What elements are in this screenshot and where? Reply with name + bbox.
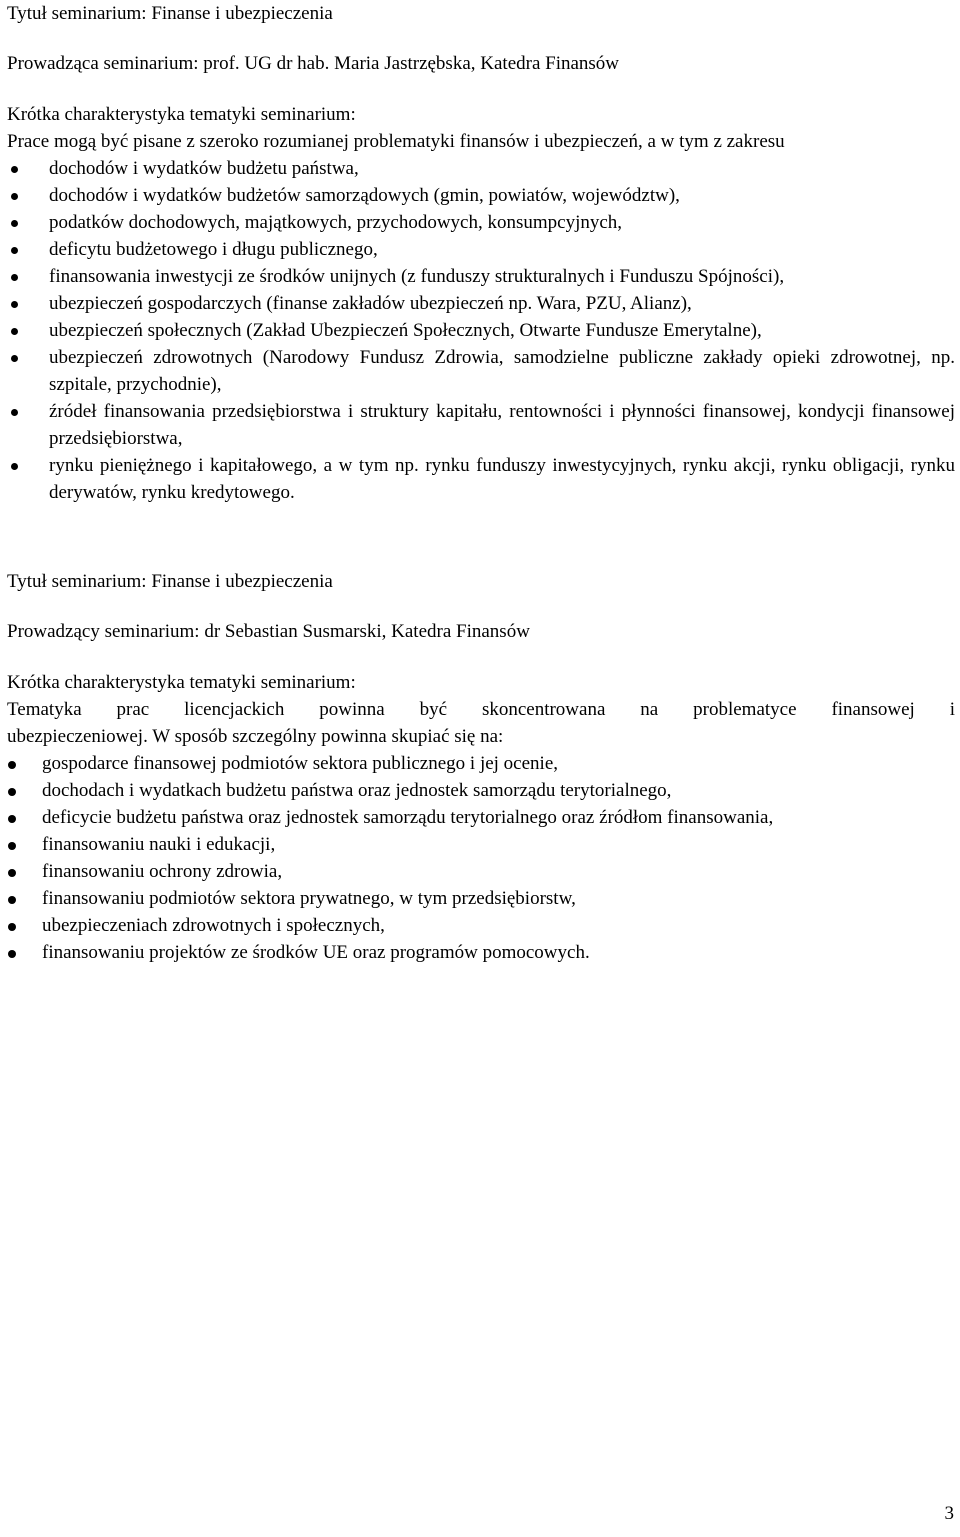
- list-item: [7, 831, 955, 858]
- list-item-text: deficytu budżetowego i długu publicznego,: [49, 239, 378, 260]
- list-item: [7, 155, 955, 182]
- list-item: [7, 804, 955, 831]
- list-item: [7, 939, 955, 966]
- list-item-text: dochodów i wydatków budżetu państwa,: [49, 158, 359, 179]
- list-item-text: ubezpieczeń społecznych (Zakład Ubezpieczeń Społecznych, Otwarte Fundusze Emerytalne),: [49, 320, 762, 341]
- list-item: [7, 398, 955, 452]
- seminar-title: Tytuł seminarium: Finanse i ubezpieczenia: [7, 3, 333, 24]
- list-item-text: gospodarce finansowej podmiotów sektora publicznego i jej ocenie,: [42, 753, 559, 774]
- seminar-intro-line-2: ubezpieczeniowej. W sposób szczególny powinna skupiać się na:: [7, 726, 504, 747]
- list-item: [7, 452, 955, 506]
- seminar-section-2: [7, 568, 955, 966]
- list-item-text: deficycie budżetu państwa oraz jednostek samorządu terytorialnego oraz źródłom finansowania,: [42, 807, 774, 828]
- list-item: [7, 317, 955, 344]
- list-item-text: ubezpieczeń zdrowotnych (Narodowy Fundusz Zdrowia, samodzielne publiczne zakłady opieki zdrowotnej, np. szpitale, przychodnie),: [49, 347, 955, 395]
- list-item: [7, 263, 955, 290]
- list-item: [7, 290, 955, 317]
- list-item-text: rynku pieniężnego i kapitałowego, a w tym np. rynku funduszy inwestycyjnych, rynku akcji, rynku obligacji, rynku derywatów, rynku kredytowego.: [49, 455, 955, 503]
- seminar-intro: Prace mogą być pisane z szeroko rozumianej problematyki finansów i ubezpieczeń, a w tym z zakresu: [7, 131, 785, 152]
- list-item: [7, 858, 955, 885]
- list-item: [7, 209, 955, 236]
- topic-list: [7, 750, 955, 966]
- seminar-intro-line-1: Tematyka prac licencjackich powinna być skoncentrowana na problematyce finansowej i: [7, 699, 955, 720]
- list-item: [7, 344, 955, 398]
- list-item-text: finansowania inwestycji ze środków unijnych (z funduszy strukturalnych i Funduszu Spójności),: [49, 266, 785, 287]
- list-item-text: źródeł finansowania przedsiębiorstwa i struktury kapitału, rentowności i płynności finansowej, kondycji finansowej przedsiębiorstwa,: [49, 401, 955, 449]
- seminar-lecturer: Prowadząca seminarium: prof. UG dr hab. Maria Jastrzębska, Katedra Finansów: [7, 53, 620, 74]
- list-item-text: dochodów i wydatków budżetów samorządowych (gmin, powiatów, województw),: [49, 185, 680, 206]
- list-item: [7, 885, 955, 912]
- seminar-description-heading: Krótka charakterystyka tematyki seminarium:: [7, 104, 356, 125]
- seminar-section-1: [7, 0, 955, 506]
- list-item-text: ubezpieczeń gospodarczych (finanse zakładów ubezpieczeń np. Wara, PZU, Alianz),: [49, 293, 692, 314]
- list-item: [7, 750, 955, 777]
- list-item-text: finansowaniu podmiotów sektora prywatnego, w tym przedsiębiorstw,: [42, 888, 576, 909]
- seminar-title: Tytuł seminarium: Finanse i ubezpieczenia: [7, 571, 333, 592]
- topic-list: [7, 155, 955, 506]
- list-item-text: finansowaniu ochrony zdrowia,: [42, 861, 283, 882]
- list-item-text: finansowaniu nauki i edukacji,: [42, 834, 276, 855]
- list-item-text: ubezpieczeniach zdrowotnych i społecznych,: [42, 915, 385, 936]
- seminar-description-heading: Krótka charakterystyka tematyki seminarium:: [7, 672, 356, 693]
- list-item-text: podatków dochodowych, majątkowych, przychodowych, konsumpcyjnych,: [49, 212, 623, 233]
- list-item: [7, 236, 955, 263]
- list-item: [7, 912, 955, 939]
- list-item: [7, 777, 955, 804]
- seminar-lecturer: Prowadzący seminarium: dr Sebastian Susmarski, Katedra Finansów: [7, 621, 530, 642]
- page-number: 3: [944, 1503, 954, 1524]
- list-item-text: dochodach i wydatkach budżetu państwa oraz jednostek samorządu terytorialnego,: [42, 780, 672, 801]
- list-item-text: finansowaniu projektów ze środków UE oraz programów pomocowych.: [42, 942, 590, 963]
- list-item: [7, 182, 955, 209]
